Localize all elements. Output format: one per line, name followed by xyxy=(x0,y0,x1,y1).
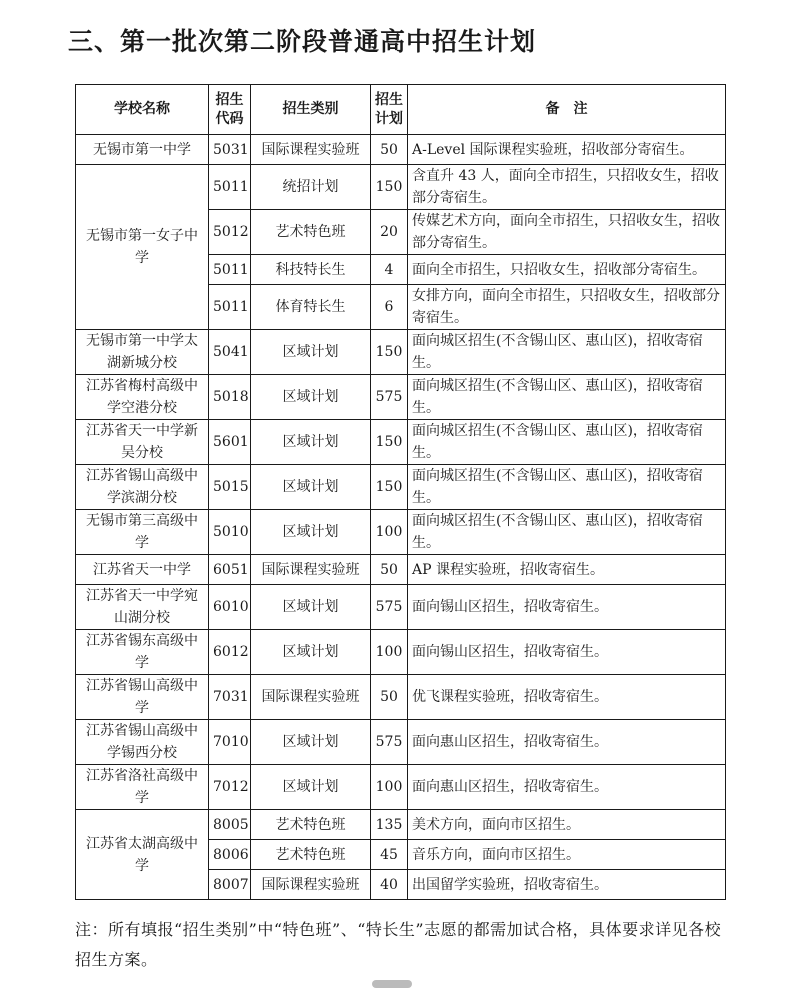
school-name: 江苏省锡山高级中学 xyxy=(76,675,209,720)
admission-type: 艺术特色班 xyxy=(251,840,371,870)
school-name: 江苏省太湖高级中学 xyxy=(76,810,209,900)
remark: 传媒艺术方向，面向全市招生，只招收女生，招收部分寄宿生。 xyxy=(408,210,726,255)
remark: 音乐方向，面向市区招生。 xyxy=(408,840,726,870)
plan-count: 6 xyxy=(371,285,408,330)
page-number-mark xyxy=(372,980,412,988)
remark: 面向城区招生(不含锡山区、惠山区)，招收寄宿生。 xyxy=(408,465,726,510)
plan-count: 50 xyxy=(371,675,408,720)
remark: 面向锡山区招生，招收寄宿生。 xyxy=(408,630,726,675)
admission-type: 区域计划 xyxy=(251,330,371,375)
header-code: 招生代码 xyxy=(209,85,251,135)
table-row xyxy=(76,765,726,810)
school-name: 江苏省洛社高级中学 xyxy=(76,765,209,810)
admission-type: 科技特长生 xyxy=(251,255,371,285)
plan-count: 50 xyxy=(371,135,408,165)
plan-count: 20 xyxy=(371,210,408,255)
admission-code: 5011 xyxy=(209,165,251,210)
school-name: 江苏省天一中学宛山湖分校 xyxy=(76,585,209,630)
school-name: 无锡市第一中学太湖新城分校 xyxy=(76,330,209,375)
plan-count: 575 xyxy=(371,375,408,420)
school-name: 无锡市第一中学 xyxy=(76,135,209,165)
admission-code: 7010 xyxy=(209,720,251,765)
school-name: 江苏省锡山高级中学锡西分校 xyxy=(76,720,209,765)
plan-count: 150 xyxy=(371,165,408,210)
admission-code: 8006 xyxy=(209,840,251,870)
plan-count: 40 xyxy=(371,870,408,900)
admission-code: 5011 xyxy=(209,285,251,330)
remark: 面向全市招生，只招收女生，招收部分寄宿生。 xyxy=(408,255,726,285)
table-row xyxy=(76,135,726,165)
plan-count: 575 xyxy=(371,720,408,765)
table-row xyxy=(76,330,726,375)
admission-code: 8007 xyxy=(209,870,251,900)
table-row xyxy=(76,465,726,510)
admission-code: 5018 xyxy=(209,375,251,420)
table-row xyxy=(76,555,726,585)
school-name: 江苏省锡东高级中学 xyxy=(76,630,209,675)
remark: 面向惠山区招生，招收寄宿生。 xyxy=(408,765,726,810)
admission-code: 5041 xyxy=(209,330,251,375)
remark: 面向锡山区招生，招收寄宿生。 xyxy=(408,585,726,630)
plan-count: 150 xyxy=(371,330,408,375)
admission-code: 5011 xyxy=(209,255,251,285)
admission-type: 区域计划 xyxy=(251,420,371,465)
admission-type: 区域计划 xyxy=(251,375,371,420)
admission-type: 区域计划 xyxy=(251,510,371,555)
admission-type: 区域计划 xyxy=(251,720,371,765)
admission-type: 区域计划 xyxy=(251,585,371,630)
table-row xyxy=(76,810,726,840)
remark: 面向城区招生(不含锡山区、惠山区)，招收寄宿生。 xyxy=(408,330,726,375)
enrollment-plan-table xyxy=(75,84,726,900)
table-row xyxy=(76,165,726,210)
admission-code: 7031 xyxy=(209,675,251,720)
school-name: 江苏省锡山高级中学滨湖分校 xyxy=(76,465,209,510)
remark: 面向城区招生(不含锡山区、惠山区)，招收寄宿生。 xyxy=(408,420,726,465)
admission-code: 8005 xyxy=(209,810,251,840)
school-name: 无锡市第三高级中学 xyxy=(76,510,209,555)
admission-type: 区域计划 xyxy=(251,765,371,810)
header-plan: 招生计划 xyxy=(371,85,408,135)
school-name: 无锡市第一女子中学 xyxy=(76,165,209,330)
admission-code: 6051 xyxy=(209,555,251,585)
admission-code: 6012 xyxy=(209,630,251,675)
plan-count: 45 xyxy=(371,840,408,870)
admission-type: 国际课程实验班 xyxy=(251,675,371,720)
admission-code: 5012 xyxy=(209,210,251,255)
table-row xyxy=(76,675,726,720)
school-name: 江苏省天一中学 xyxy=(76,555,209,585)
admission-type: 体育特长生 xyxy=(251,285,371,330)
table-row xyxy=(76,510,726,555)
remark: 出国留学实验班，招收寄宿生。 xyxy=(408,870,726,900)
table-row xyxy=(76,630,726,675)
remark: 含直升 43 人，面向全市招生，只招收女生，招收部分寄宿生。 xyxy=(408,165,726,210)
table-header-row xyxy=(76,85,726,135)
page-title: 三、第一批次第二阶段普通高中招生计划 xyxy=(68,27,537,56)
admission-type: 国际课程实验班 xyxy=(251,135,371,165)
remark: 女排方向，面向全市招生，只招收女生，招收部分寄宿生。 xyxy=(408,285,726,330)
plan-count: 150 xyxy=(371,420,408,465)
table-row xyxy=(76,585,726,630)
school-name: 江苏省梅村高级中学空港分校 xyxy=(76,375,209,420)
remark: 面向城区招生(不含锡山区、惠山区)，招收寄宿生。 xyxy=(408,375,726,420)
plan-count: 4 xyxy=(371,255,408,285)
school-name: 江苏省天一中学新吴分校 xyxy=(76,420,209,465)
plan-count: 135 xyxy=(371,810,408,840)
plan-count: 575 xyxy=(371,585,408,630)
admission-type: 区域计划 xyxy=(251,465,371,510)
remark: 美术方向，面向市区招生。 xyxy=(408,810,726,840)
admission-code: 5601 xyxy=(209,420,251,465)
remark: 优飞课程实验班，招收寄宿生。 xyxy=(408,675,726,720)
remark: A-Level 国际课程实验班，招收部分寄宿生。 xyxy=(408,135,726,165)
plan-count: 100 xyxy=(371,630,408,675)
footnote: 注：所有填报“招生类别”中“特色班”、“特长生”志愿的都需加试合格，具体要求详见各校招生方案。 xyxy=(75,920,722,969)
admission-type: 统招计划 xyxy=(251,165,371,210)
admission-code: 5015 xyxy=(209,465,251,510)
header-type: 招生类别 xyxy=(251,85,371,135)
admission-type: 国际课程实验班 xyxy=(251,555,371,585)
remark: AP 课程实验班，招收寄宿生。 xyxy=(408,555,726,585)
admission-type: 区域计划 xyxy=(251,630,371,675)
admission-code: 7012 xyxy=(209,765,251,810)
admission-code: 5010 xyxy=(209,510,251,555)
table-row xyxy=(76,720,726,765)
plan-count: 100 xyxy=(371,765,408,810)
admission-type: 艺术特色班 xyxy=(251,810,371,840)
remark: 面向城区招生(不含锡山区、惠山区)，招收寄宿生。 xyxy=(408,510,726,555)
admission-type: 艺术特色班 xyxy=(251,210,371,255)
header-remark: 备 注 xyxy=(408,85,726,135)
plan-count: 150 xyxy=(371,465,408,510)
header-school: 学校名称 xyxy=(76,85,209,135)
table-row xyxy=(76,420,726,465)
admission-type: 国际课程实验班 xyxy=(251,870,371,900)
plan-count: 50 xyxy=(371,555,408,585)
remark: 面向惠山区招生，招收寄宿生。 xyxy=(408,720,726,765)
table-row xyxy=(76,375,726,420)
admission-code: 6010 xyxy=(209,585,251,630)
plan-count: 100 xyxy=(371,510,408,555)
admission-code: 5031 xyxy=(209,135,251,165)
